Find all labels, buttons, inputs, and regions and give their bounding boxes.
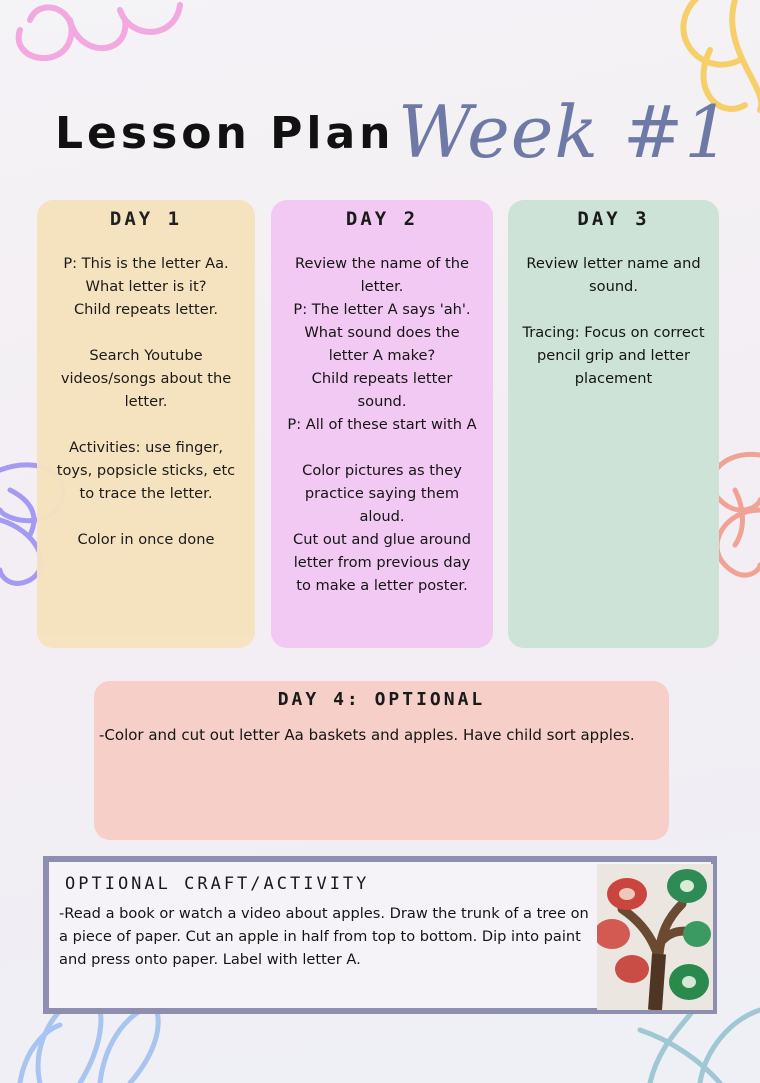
day-2-heading: DAY 2	[345, 208, 419, 230]
page-title: Lesson Plan	[55, 108, 395, 159]
craft-text: -Read a book or watch a video about apples. Draw the trunk of a tree on a piece of paper. Cut an apple in half from top to bottom. Dip into paint and press onto paper. Label with letter A.	[59, 905, 589, 968]
craft-heading: OPTIONAL CRAFT/ACTIVITY	[65, 874, 370, 894]
page-title-accent: Week #1	[398, 90, 732, 174]
day-4-card	[94, 681, 669, 840]
day-3-text: Review letter name and sound. Tracing: Focus on correct pencil grip and letter placement	[522, 255, 705, 387]
craft-activity-box	[43, 856, 717, 1014]
day-3-heading: DAY 3	[577, 208, 650, 230]
day-4-text: -Color and cut out letter Aa baskets and apples. Have child sort apples.	[99, 726, 635, 744]
day-2-text: Review the name of the letter. P: The letter A says 'ah'. What sound does the letter A make? Child repeats letter sound. P: All of these start with A Color pictures as they practice saying them aloud. Cut out and glue around letter from previous day to make a letter poster.	[287, 255, 477, 594]
day-2-card	[271, 200, 493, 648]
day-3-card	[508, 200, 719, 648]
day-1-text: P: This is the letter Aa. What letter is it? Child repeats letter. Search Youtube videos/songs about the letter. Activities: use finger, toys, popsicle sticks, etc to trace the letter. Color in once done	[56, 255, 236, 548]
day-1-heading: DAY 1	[109, 208, 183, 230]
apple-stamp-tree-photo	[597, 864, 713, 1010]
day-1-card	[37, 200, 255, 648]
day-4-heading: DAY 4: OPTIONAL	[277, 689, 486, 710]
